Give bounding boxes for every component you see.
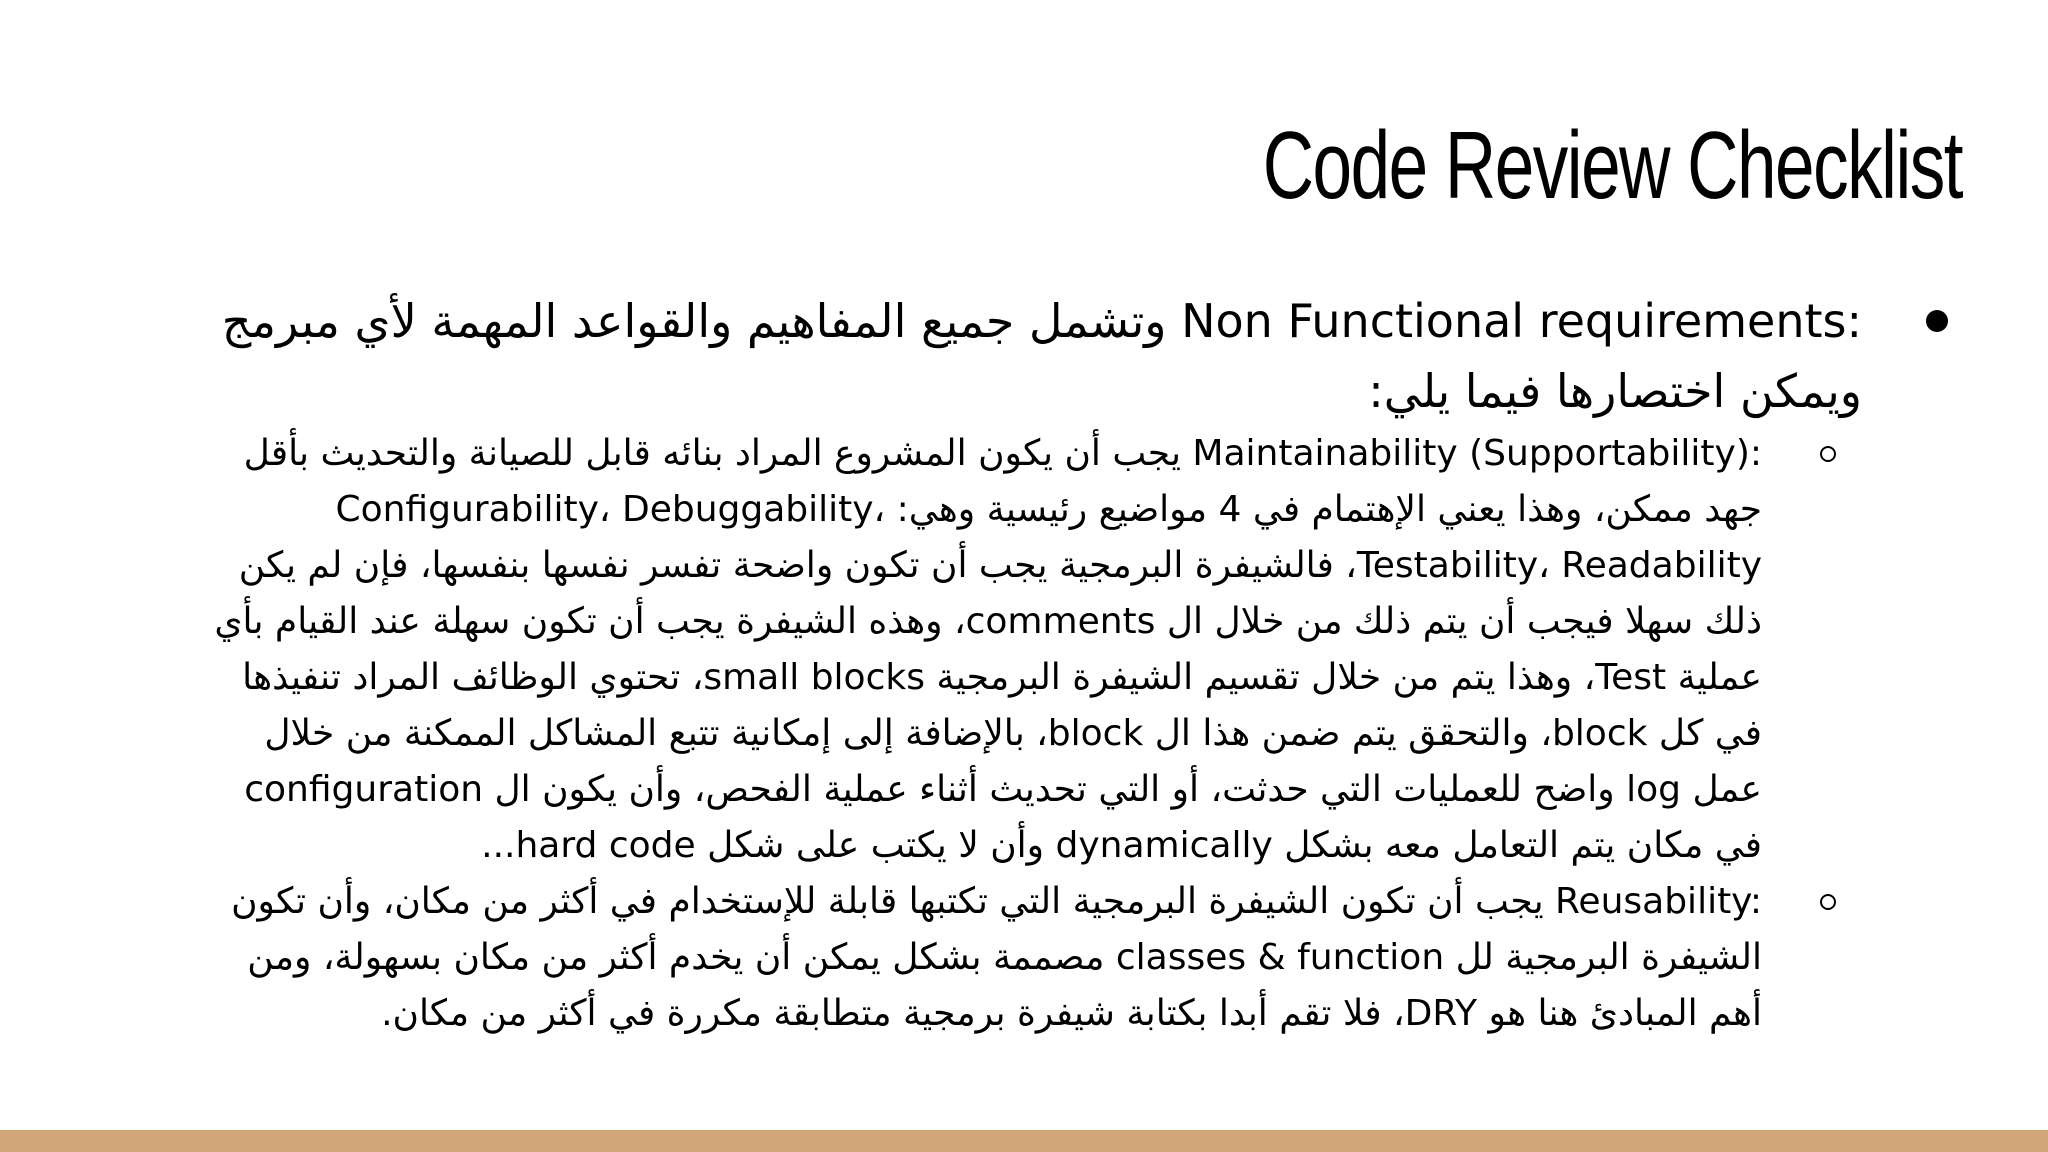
footer-accent-bar bbox=[0, 1130, 2048, 1152]
sub-bullet-maintainability bbox=[102, 426, 1962, 874]
sub-bullet-reusability bbox=[102, 874, 1962, 1042]
sub-point-text: يجب أن يكون المشروع المراد بنائه قابل للصيانة والتحديث بأقل جهد ممكن، وهذا يعني الإهتمام في 4 مواضيع رئيسية وهي: Configurability، Debuggability، Testability، Readability، فالشيفرة البرمجية يجب أن تكون واضحة تفسر نفسها بنفسها، فإن لم يكن ذلك سهلا فيجب أن يتم ذلك من خلال ال comments، وهذه الشيفرة يجب أن تكون سهلة عند القيام بأي عملية Test، وهذا يتم من خلال تقسيم الشيفرة البرمجية small blocks، تحتوي الوظائف المراد تنفيذها في كل block، والتحقق يتم ضمن هذا ال block، بالإضافة إلى إمكانية تتبع المشاكل الممكنة من خلال عمل log واضح للعمليات التي حدثت، أو التي تحديث أثناء عملية الفحص، وأن يكون ال configuration في مكان يتم التعامل معه بشكل dynamically وأن لا يكتب على شكل hard code... bbox=[214, 433, 1762, 866]
main-point-lead: Non Functional requirements: bbox=[1181, 294, 1862, 348]
filled-circle-bullet-icon bbox=[1926, 310, 1948, 332]
hollow-circle-bullet-icon bbox=[1820, 446, 1836, 462]
sub-point-lead: Reusability: bbox=[1555, 881, 1762, 922]
sub-point-lead: Maintainability (Supportability): bbox=[1192, 433, 1762, 474]
main-bullet-point bbox=[102, 286, 1962, 426]
main-point-text: وتشمل جميع المفاهيم والقواعد المهمة لأي مبرمج ويمكن اختصارها فيما يلي: bbox=[221, 294, 1862, 418]
slide-title: Code Review Checklist bbox=[1262, 112, 1962, 219]
hollow-circle-bullet-icon bbox=[1820, 894, 1836, 910]
sub-point-text: يجب أن تكون الشيفرة البرمجية التي تكتبها قابلة للإستخدام في أكثر من مكان، وأن تكون الشيفرة البرمجية لل classes & function مصممة بشكل يمكن أن يخدم أكثر من مكان بسهولة، ومن أهم المبادئ هنا هو DRY، فلا تقم أبدا بكتابة شيفرة برمجية متطابقة مكررة في أكثر من مكان. bbox=[231, 881, 1762, 1034]
slide-body bbox=[102, 286, 1962, 1042]
sub-bullet-list bbox=[102, 426, 1962, 1042]
